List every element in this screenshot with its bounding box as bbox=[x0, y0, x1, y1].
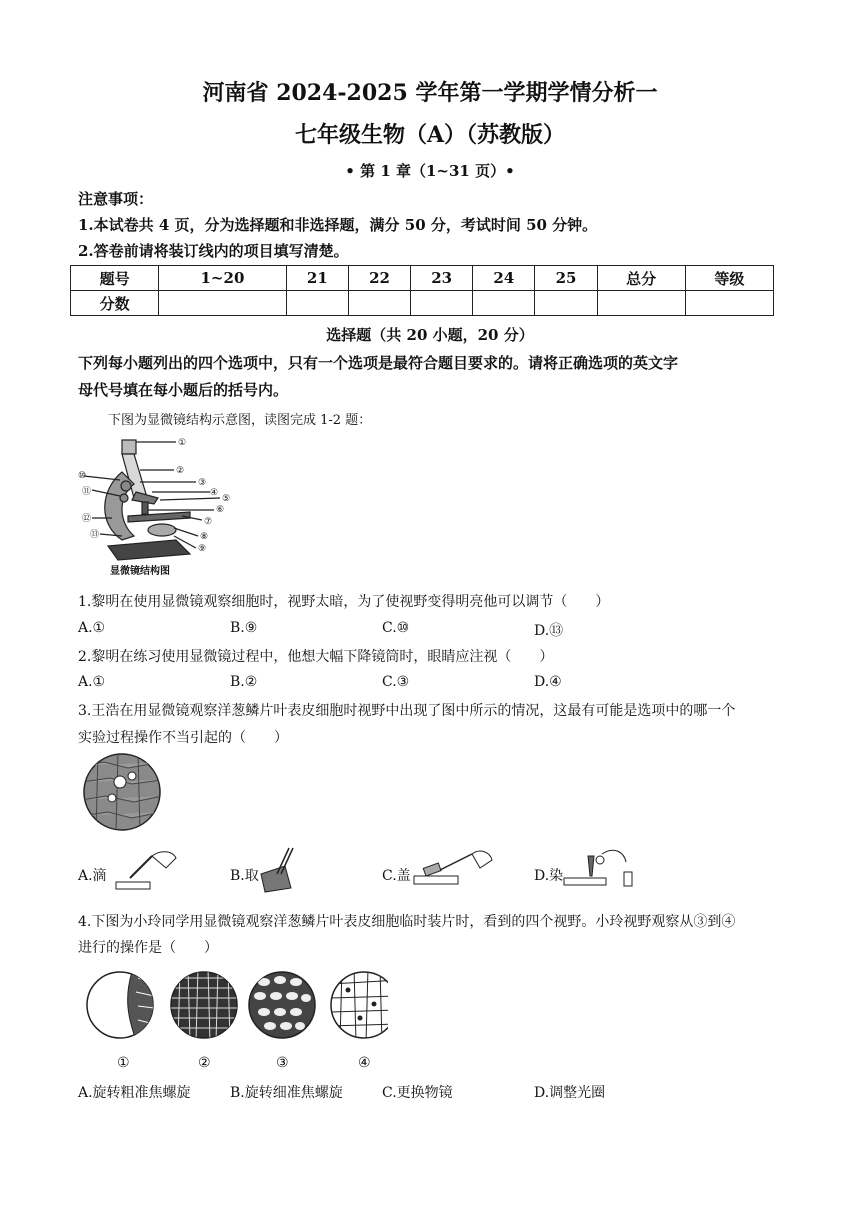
score-input-cell[interactable] bbox=[473, 291, 535, 316]
microscope-label: ⑥ bbox=[216, 505, 225, 515]
view-label-1: ① bbox=[117, 1055, 130, 1071]
q3-option-a[interactable]: A.滴 bbox=[78, 868, 107, 884]
question-3-stem-line-1: 3.王浩在用显微镜观察洋葱鳞片叶表皮细胞时视野中出现了图中所示的情况，这最有可能是选项中的哪一个 bbox=[78, 703, 736, 719]
score-input-cell[interactable] bbox=[348, 291, 410, 316]
microscope-label: ⑦ bbox=[204, 517, 213, 527]
section-instruction-2: 母代号填在每小题后的括号内。 bbox=[78, 381, 289, 399]
air-bubble-icon bbox=[114, 776, 126, 788]
notice-heading: 注意事项： bbox=[78, 190, 154, 208]
q1-option-a[interactable]: A.① bbox=[78, 620, 106, 636]
microscope-number-labels bbox=[78, 438, 230, 554]
view-1 bbox=[87, 972, 156, 1040]
view-4 bbox=[330, 968, 388, 1042]
dropper-slide-icon bbox=[110, 846, 180, 894]
q3-option-b[interactable]: B.取 bbox=[230, 868, 259, 884]
table-cell: 21 bbox=[286, 266, 348, 291]
table-cell: 25 bbox=[535, 266, 597, 291]
score-input-cell[interactable] bbox=[286, 291, 348, 316]
score-input-cell[interactable] bbox=[685, 291, 773, 316]
four-microscope-views bbox=[84, 968, 388, 1042]
onion-peel-icon bbox=[255, 844, 305, 896]
microscope-label: ② bbox=[176, 466, 185, 476]
q4-option-b[interactable]: B.旋转细准焦螺旋 bbox=[230, 1085, 343, 1101]
microscope-label: ⑫ bbox=[82, 514, 92, 524]
view-label-4: ④ bbox=[358, 1055, 371, 1071]
table-cell: 题号 bbox=[71, 266, 159, 291]
score-input-cell[interactable] bbox=[597, 291, 685, 316]
q1-option-c[interactable]: C.⑩ bbox=[382, 620, 410, 636]
microscope-diagram bbox=[78, 432, 248, 576]
score-input-cell[interactable] bbox=[159, 291, 287, 316]
microscope-label: ③ bbox=[198, 478, 207, 488]
microscope-icon bbox=[84, 440, 220, 560]
table-cell: 22 bbox=[348, 266, 410, 291]
question-2-stem: 2.黎明在练习使用显微镜过程中，他想大幅下降镜筒时，眼睛应注视（ ） bbox=[78, 649, 554, 665]
notice-item-2: 2.答卷前请将装订线内的项目填写清楚。 bbox=[78, 242, 349, 260]
figure-intro: 下图为显微镜结构示意图，读图完成 1-2 题： bbox=[108, 413, 372, 428]
table-cell: 24 bbox=[473, 266, 535, 291]
microscope-label: ① bbox=[178, 438, 187, 448]
microscope-label: ⑩ bbox=[78, 471, 87, 481]
q1-option-d[interactable]: D.⑬ bbox=[534, 623, 564, 639]
q2-option-b[interactable]: B.② bbox=[230, 674, 258, 690]
table-cell: 23 bbox=[411, 266, 473, 291]
score-table bbox=[70, 265, 774, 316]
coverslip-icon bbox=[410, 846, 496, 892]
score-table-score-row bbox=[71, 291, 774, 316]
microscope-caption: 显微镜结构图 bbox=[110, 566, 170, 577]
chapter-label: • 第 1 章（1~31 页）• bbox=[345, 162, 515, 180]
q4-option-d[interactable]: D.调整光圈 bbox=[534, 1085, 606, 1101]
microscope-label: ④ bbox=[210, 488, 219, 498]
score-table-header-row bbox=[71, 266, 774, 291]
view-label-2: ② bbox=[198, 1055, 211, 1071]
microscope-label: ⑧ bbox=[200, 532, 209, 542]
staining-icon bbox=[562, 846, 638, 894]
q1-option-b[interactable]: B.⑨ bbox=[230, 620, 258, 636]
view-2 bbox=[170, 968, 238, 1042]
section-instruction-1: 下列每小题列出的四个选项中，只有一个选项是最符合题目要求的。请将正确选项的英文字 bbox=[78, 354, 679, 372]
view-label-3: ③ bbox=[276, 1055, 289, 1071]
page-title: 河南省 2024-2025 学年第一学期学情分析一 bbox=[202, 80, 658, 106]
q3-option-c[interactable]: C.盖 bbox=[382, 868, 411, 884]
air-bubble-icon bbox=[108, 794, 116, 802]
score-input-cell[interactable] bbox=[411, 291, 473, 316]
question-4-stem-line-1: 4.下图为小玲同学用显微镜观察洋葱鳞片叶表皮细胞临时装片时，看到的四个视野。小玲视野观察从③到④ bbox=[78, 914, 736, 930]
q2-option-a[interactable]: A.① bbox=[78, 674, 106, 690]
question-4-stem-line-2: 进行的操作是（ ） bbox=[78, 940, 218, 956]
view-3 bbox=[249, 972, 315, 1038]
air-bubble-icon bbox=[128, 772, 136, 780]
microscope-label: ⑬ bbox=[90, 530, 100, 540]
table-cell: 总分 bbox=[597, 266, 685, 291]
score-input-cell[interactable] bbox=[535, 291, 597, 316]
microscope-label: ⑤ bbox=[222, 494, 231, 504]
notice-item-1: 1.本试卷共 4 页，分为选择题和非选择题，满分 50 分，考试时间 50 分钟。 bbox=[78, 216, 598, 234]
table-cell: 分数 bbox=[71, 291, 159, 316]
question-1-stem: 1.黎明在使用显微镜观察细胞时，视野太暗，为了使视野变得明亮他可以调节（ ） bbox=[78, 594, 610, 610]
microscope-label: ⑨ bbox=[198, 544, 207, 554]
cell-view-with-bubbles bbox=[82, 752, 162, 832]
section-title: 选择题（共 20 小题，20 分） bbox=[326, 326, 534, 344]
q2-option-c[interactable]: C.③ bbox=[382, 674, 410, 690]
table-cell: 1~20 bbox=[159, 266, 287, 291]
microscope-label: ⑪ bbox=[82, 487, 92, 497]
q3-option-d[interactable]: D.染 bbox=[534, 868, 564, 884]
question-3-stem-line-2: 实验过程操作不当引起的（ ） bbox=[78, 730, 288, 746]
page-subtitle: 七年级生物（A）（苏教版） bbox=[294, 122, 566, 148]
q4-option-a[interactable]: A.旋转粗准焦螺旋 bbox=[78, 1085, 191, 1101]
table-cell: 等级 bbox=[685, 266, 773, 291]
q2-option-d[interactable]: D.④ bbox=[534, 674, 562, 690]
q4-option-c[interactable]: C.更换物镜 bbox=[382, 1085, 453, 1101]
